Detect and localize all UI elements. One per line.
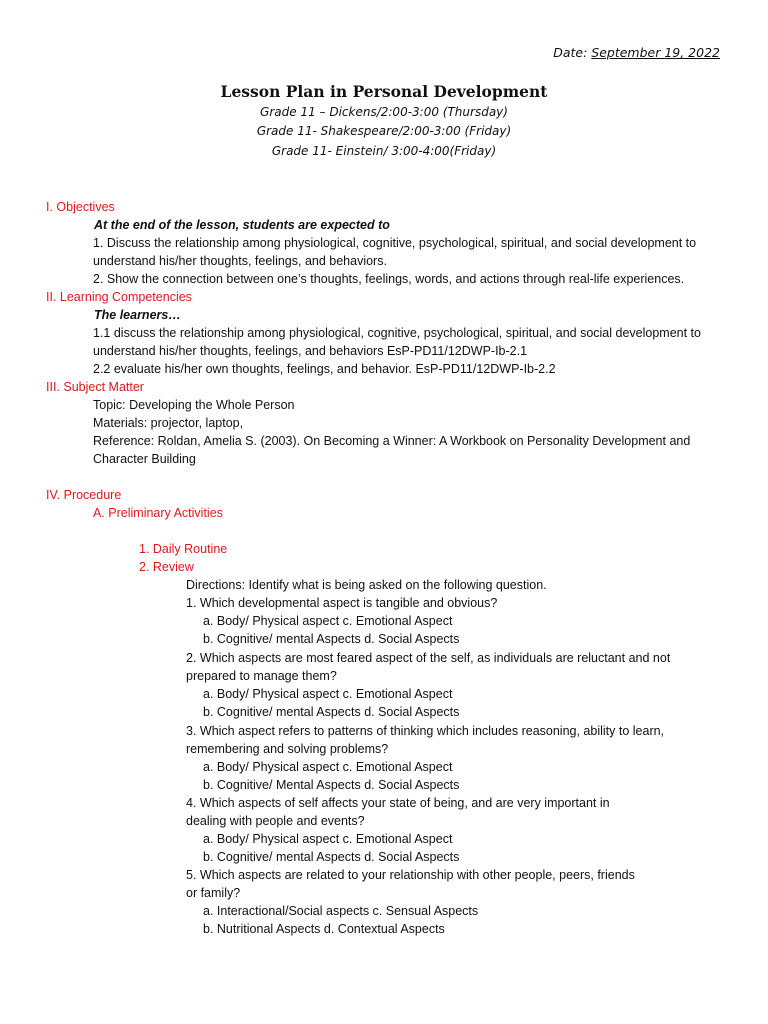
question-2-line-2: prepared to manage them?	[186, 669, 337, 683]
reference-line-1: Reference: Roldan, Amelia S. (2003). On Becoming a Winner: A Workbook on Personality Development and	[93, 434, 691, 448]
question-1-choice-b: b. Cognitive/ mental Aspects d. Social Aspects	[203, 632, 460, 646]
schedule-line-1: Grade 11 – Dickens/2:00-3:00 (Thursday)	[260, 105, 508, 119]
schedule-line-2: Grade 11- Shakespeare/2:00-3:00 (Friday)	[256, 124, 512, 138]
objectives-heading: I. Objectives	[46, 200, 115, 214]
question-2-choice-a: a. Body/ Physical aspect c. Emotional Aspect	[203, 687, 453, 701]
question-1-choice-a: a. Body/ Physical aspect c. Emotional Aspect	[203, 614, 453, 628]
question-4-choice-b: b. Cognitive/ mental Aspects d. Social Aspects	[203, 850, 460, 864]
procedure-heading: IV. Procedure	[46, 488, 122, 502]
question-4-line-2: dealing with people and events?	[186, 814, 365, 828]
schedule-line-3: Grade 11- Einstein/ 3:00-4:00(Friday)	[271, 144, 497, 158]
competency-1-line-2: understand his/her thoughts, feelings, and behaviors EsP-PD11/12DWP-Ib-2.1	[93, 344, 528, 358]
question-4-line-1: 4. Which aspects of self affects your state of being, and are very important in	[186, 796, 610, 810]
question-4-choice-a: a. Body/ Physical aspect c. Emotional Aspect	[203, 832, 453, 846]
competencies-heading: II. Learning Competencies	[46, 290, 192, 304]
subject-matter-heading: III. Subject Matter	[46, 380, 144, 394]
question-3-line-1: 3. Which aspect refers to patterns of thinking which includes reasoning, ability to learn,	[186, 724, 665, 738]
reference-line-2: Character Building	[93, 452, 196, 466]
date-label: Date:	[553, 45, 588, 60]
materials-line: Materials: projector, laptop,	[93, 416, 244, 430]
competency-1-line-1: 1.1 discuss the relationship among physiological, cognitive, psychological, spiritual, and social development to	[93, 326, 701, 340]
question-5-line-1: 5. Which aspects are related to your relationship with other people, peers, friends	[186, 868, 635, 882]
competency-2: 2.2 evaluate his/her own thoughts, feelings, and behavior. EsP-PD11/12DWP-Ib-2.2	[93, 362, 556, 376]
topic-line: Topic: Developing the Whole Person	[93, 398, 295, 412]
question-5-line-2: or family?	[186, 886, 241, 900]
question-5-choice-b: b. Nutritional Aspects d. Contextual Aspects	[203, 922, 445, 936]
question-3-line-2: remembering and solving problems?	[186, 742, 389, 756]
objectives-intro: At the end of the lesson, students are expected to	[94, 218, 390, 232]
review-directions: Directions: Identify what is being asked on the following question.	[186, 578, 547, 592]
date-line	[553, 44, 720, 62]
question-3-choice-a: a. Body/ Physical aspect c. Emotional Aspect	[203, 760, 453, 774]
objective-1-line-2: understand his/her thoughts, feelings, and behaviors.	[93, 254, 387, 268]
objective-1-line-1: 1. Discuss the relationship among physiological, cognitive, psychological, spiritual, and social development to	[93, 236, 697, 250]
question-3-choice-b: b. Cognitive/ Mental Aspects d. Social Aspects	[203, 778, 460, 792]
page-title: Lesson Plan in Personal Development	[220, 82, 548, 101]
daily-routine-step: 1. Daily Routine	[139, 542, 228, 556]
preliminary-activities-heading: A. Preliminary Activities	[93, 506, 223, 520]
question-2-choice-b: b. Cognitive/ mental Aspects d. Social Aspects	[203, 705, 460, 719]
question-5-choice-a: a. Interactional/Social aspects c. Sensual Aspects	[203, 904, 479, 918]
question-1-line-1: 1. Which developmental aspect is tangible and obvious?	[186, 596, 498, 610]
date-value: September 19, 2022	[591, 45, 720, 60]
objective-2: 2. Show the connection between one’s thoughts, feelings, words, and actions through real-life experiences.	[93, 272, 685, 286]
review-step: 2. Review	[139, 560, 194, 574]
competencies-intro: The learners…	[94, 308, 181, 322]
question-2-line-1: 2. Which aspects are most feared aspect of the self, as individuals are reluctant and not	[186, 651, 671, 665]
